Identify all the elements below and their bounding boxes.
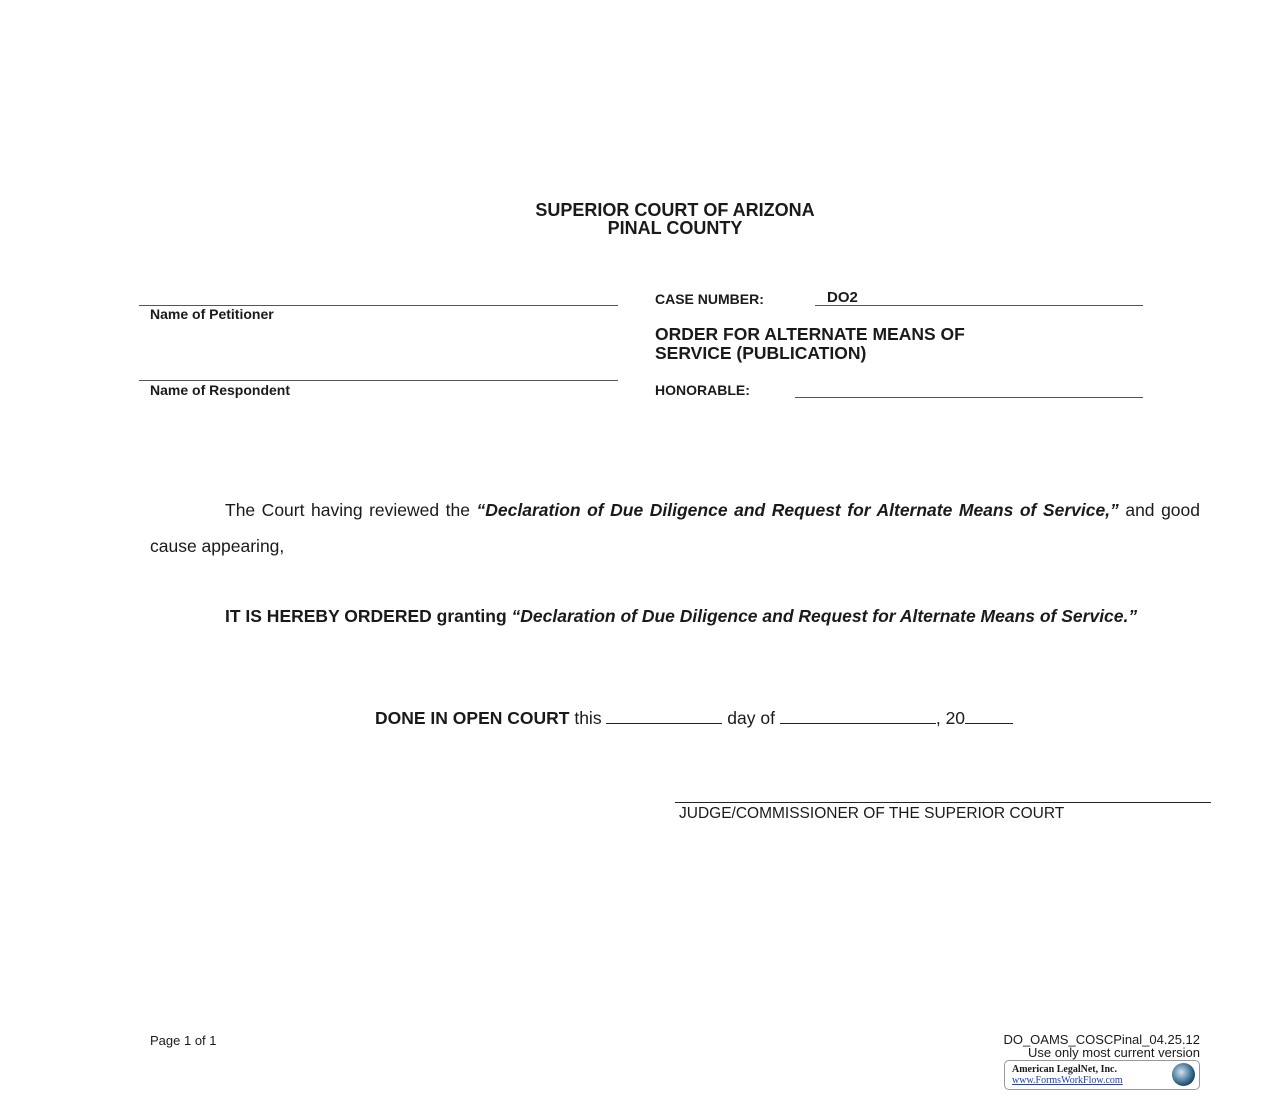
respondent-label: Name of Respondent	[150, 382, 291, 398]
signature-line	[675, 802, 1211, 803]
p2-mid: granting	[431, 606, 512, 626]
title-line-1: ORDER FOR ALTERNATE MEANS OF	[655, 324, 965, 344]
case-number-value: DO2	[827, 289, 858, 306]
title-line-2: SERVICE (PUBLICATION)	[655, 343, 867, 363]
petitioner-label: Name of Petitioner	[150, 306, 274, 322]
form-id: DO_OAMS_COSCPinal_04.25.12	[1003, 1032, 1200, 1047]
p1-text: The Court having reviewed the	[225, 500, 477, 520]
document-title	[655, 325, 965, 363]
done-this: this	[569, 708, 607, 728]
done-day: day of	[722, 708, 780, 728]
signature-label: JUDGE/COMMISSIONER OF THE SUPERIOR COURT	[679, 805, 1065, 822]
p2-quote: “Declaration of Due Diligence and Request for Alternate Means of Service.”	[511, 606, 1138, 626]
p2-ordered: IT IS HEREBY ORDERED	[225, 606, 432, 626]
form-id-block	[1003, 1033, 1200, 1059]
p1-end: and good cause appearing,	[150, 500, 1200, 556]
honorable-field[interactable]	[795, 397, 1143, 398]
day-field[interactable]	[606, 709, 722, 724]
paragraph-review	[150, 492, 1200, 564]
globe-icon	[1172, 1063, 1195, 1086]
p1-quote: “Declaration of Due Diligence and Request for Alternate Means of Service,”	[476, 500, 1119, 520]
done-in-open-court	[375, 708, 1013, 729]
month-field[interactable]	[780, 709, 936, 724]
version-note: Use only most current version	[1028, 1045, 1200, 1060]
case-number-field[interactable]	[815, 289, 1143, 306]
year-field[interactable]	[965, 709, 1013, 724]
court-name: SUPERIOR COURT OF ARIZONA	[535, 200, 815, 220]
county-name: PINAL COUNTY	[607, 218, 743, 238]
vendor-name: American LegalNet, Inc.	[1012, 1064, 1117, 1075]
vendor-logo[interactable]	[1004, 1060, 1200, 1090]
honorable-label: HONORABLE:	[655, 382, 750, 398]
vendor-url[interactable]: www.FormsWorkFlow.com	[1012, 1075, 1123, 1086]
respondent-line	[139, 380, 618, 381]
done-bold: DONE IN OPEN COURT	[375, 708, 570, 728]
paragraph-order	[150, 598, 1200, 634]
done-year: , 20	[935, 708, 966, 728]
page-number: Page 1 of 1	[150, 1033, 217, 1048]
case-number-label: CASE NUMBER:	[655, 291, 764, 307]
